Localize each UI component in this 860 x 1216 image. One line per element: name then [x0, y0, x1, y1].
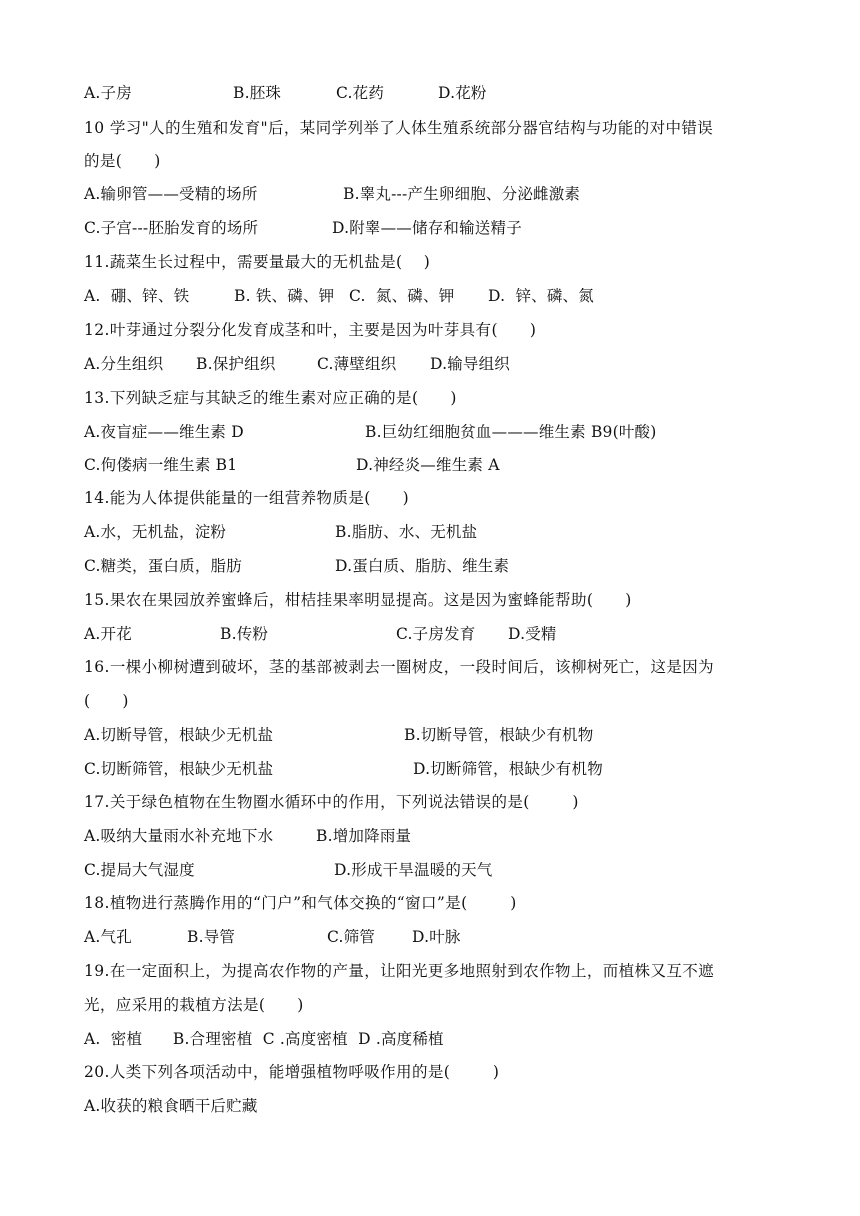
option-b: B. 铁、磷、钾	[234, 287, 335, 305]
q17-options-row1	[84, 826, 800, 846]
option-c: C.佝偻病一维生素 B1	[84, 456, 238, 474]
option-c: C.子宫---胚胎发育的场所	[84, 219, 259, 237]
option-b: B.增加降雨量	[316, 827, 412, 845]
option-d: D.附睾——储存和输送精子	[332, 219, 522, 237]
q19-stem-line1: 19.在一定面积上，为提高农作物的产量，让阳光更多地照射到农作物上，而植株又互不遮	[84, 962, 715, 980]
option-a: A.气孔	[84, 928, 132, 946]
option-c: C.提局大气湿度	[84, 861, 195, 879]
option-a: A.开花	[84, 625, 132, 643]
option-d: D. 锌、磷、氮	[488, 287, 594, 305]
q10-stem-line1: 10 学习"人的生殖和发育"后，某同学列举了人体生殖系统部分器官结构与功能的对中错误	[84, 119, 714, 137]
q10-options-row1	[84, 184, 800, 204]
option-b: B.脂肪、水、无机盐	[335, 523, 478, 541]
option-c: C. 氮、磷、钾	[349, 287, 455, 305]
q11-options	[84, 286, 800, 306]
q10-stem-line2: 的是( )	[84, 152, 161, 170]
option-d: D.花粉	[438, 84, 487, 102]
q10-options-row2	[84, 218, 800, 238]
q9-options	[84, 83, 800, 103]
q15-stem: 15.果农在果园放养蜜蜂后，柑桔挂果率明显提高。这是因为蜜蜂能帮助( )	[84, 591, 632, 609]
option-d: D.切断筛管，根缺少有机物	[413, 760, 603, 778]
q15-options	[84, 624, 800, 644]
q13-options-row1	[84, 422, 800, 442]
option-d: D.叶脉	[412, 928, 461, 946]
q18-options	[84, 927, 800, 947]
q12-stem: 12.叶芽通过分裂分化发育成茎和叶，主要是因为叶芽具有( )	[84, 321, 537, 339]
option-b: B.切断导管，根缺少有机物	[404, 726, 594, 744]
q14-stem: 14.能为人体提供能量的一组营养物质是( )	[84, 489, 410, 507]
q20-stem: 20.人类下列各项活动中，能增强植物呼吸作用的是( )	[84, 1063, 500, 1081]
q17-options-row2	[84, 860, 800, 880]
option-b: B.睾丸---产生卵细胞、分泌雌激素	[343, 185, 581, 203]
q11-stem: 11.蔬菜生长过程中，需要量最大的无机盐是( )	[84, 253, 431, 271]
option-d: D.蛋白质、脂肪、维生素	[335, 557, 510, 575]
option-b: B.导管	[187, 928, 236, 946]
option-a: A.吸纳大量雨水补充地下水	[84, 827, 274, 845]
q17-stem: 17.关于绿色植物在生物圈水循环中的作用，下列说法错误的是( )	[84, 793, 579, 811]
option-b: B.胚珠	[233, 84, 282, 102]
option-d: D.神经炎—维生素 A	[356, 456, 500, 474]
option-d: D.输导组织	[430, 355, 511, 373]
q16-options-row1	[84, 725, 800, 745]
q16-stem-line2: ( )	[84, 692, 129, 710]
option-a: A. 硼、锌、铁	[84, 287, 190, 305]
q16-options-row2	[84, 759, 800, 779]
option-b: B.传粉	[220, 625, 269, 643]
option-a: A.输卵管——受精的场所	[84, 185, 258, 203]
option-a: A.子房	[84, 84, 132, 102]
option-c: C.切断筛管，根缺少无机盐	[84, 760, 274, 778]
q20-option-a: A.收获的粮食晒干后贮藏	[84, 1097, 258, 1115]
q13-options-row2	[84, 455, 800, 475]
option-d: D.受精	[508, 625, 557, 643]
option-c: C.薄壁组织	[317, 355, 397, 373]
option-c: C.子房发育	[396, 625, 476, 643]
option-b: B.巨幼红细胞贫血———维生素 B9(叶酸)	[365, 423, 657, 441]
q13-stem: 13.下列缺乏症与其缺乏的维生素对应正确的是( )	[84, 389, 457, 407]
q14-options-row2	[84, 556, 800, 576]
option-a: A.水，无机盐，淀粉	[84, 523, 227, 541]
q12-options	[84, 354, 800, 374]
option-c: C.花药	[336, 84, 385, 102]
option-b: B.保护组织	[196, 355, 276, 373]
q16-stem-line1: 16.一棵小柳树遭到破坏，茎的基部被剥去一圈树皮，一段时间后，该柳树死亡，这是因为	[84, 658, 715, 676]
q19-stem-line2: 光，应采用的栽植方法是( )	[84, 996, 304, 1014]
q14-options-row1	[84, 522, 800, 542]
q18-stem: 18.植物进行蒸腾作用的“门户”和气体交换的“窗口”是( )	[84, 894, 517, 912]
option-a: A.分生组织	[84, 355, 164, 373]
option-d: D.形成干旱温暖的天气	[334, 861, 493, 879]
option-c: C.筛管	[327, 928, 376, 946]
option-a: A.切断导管，根缺少无机盐	[84, 726, 274, 744]
option-c: C.糖类，蛋白质，脂肪	[84, 557, 242, 575]
option-a: A.夜盲症——维生素 D	[84, 423, 244, 441]
q19-options: A. 密植 B.合理密植 C .高度密植 D .高度稀植	[84, 1030, 444, 1048]
